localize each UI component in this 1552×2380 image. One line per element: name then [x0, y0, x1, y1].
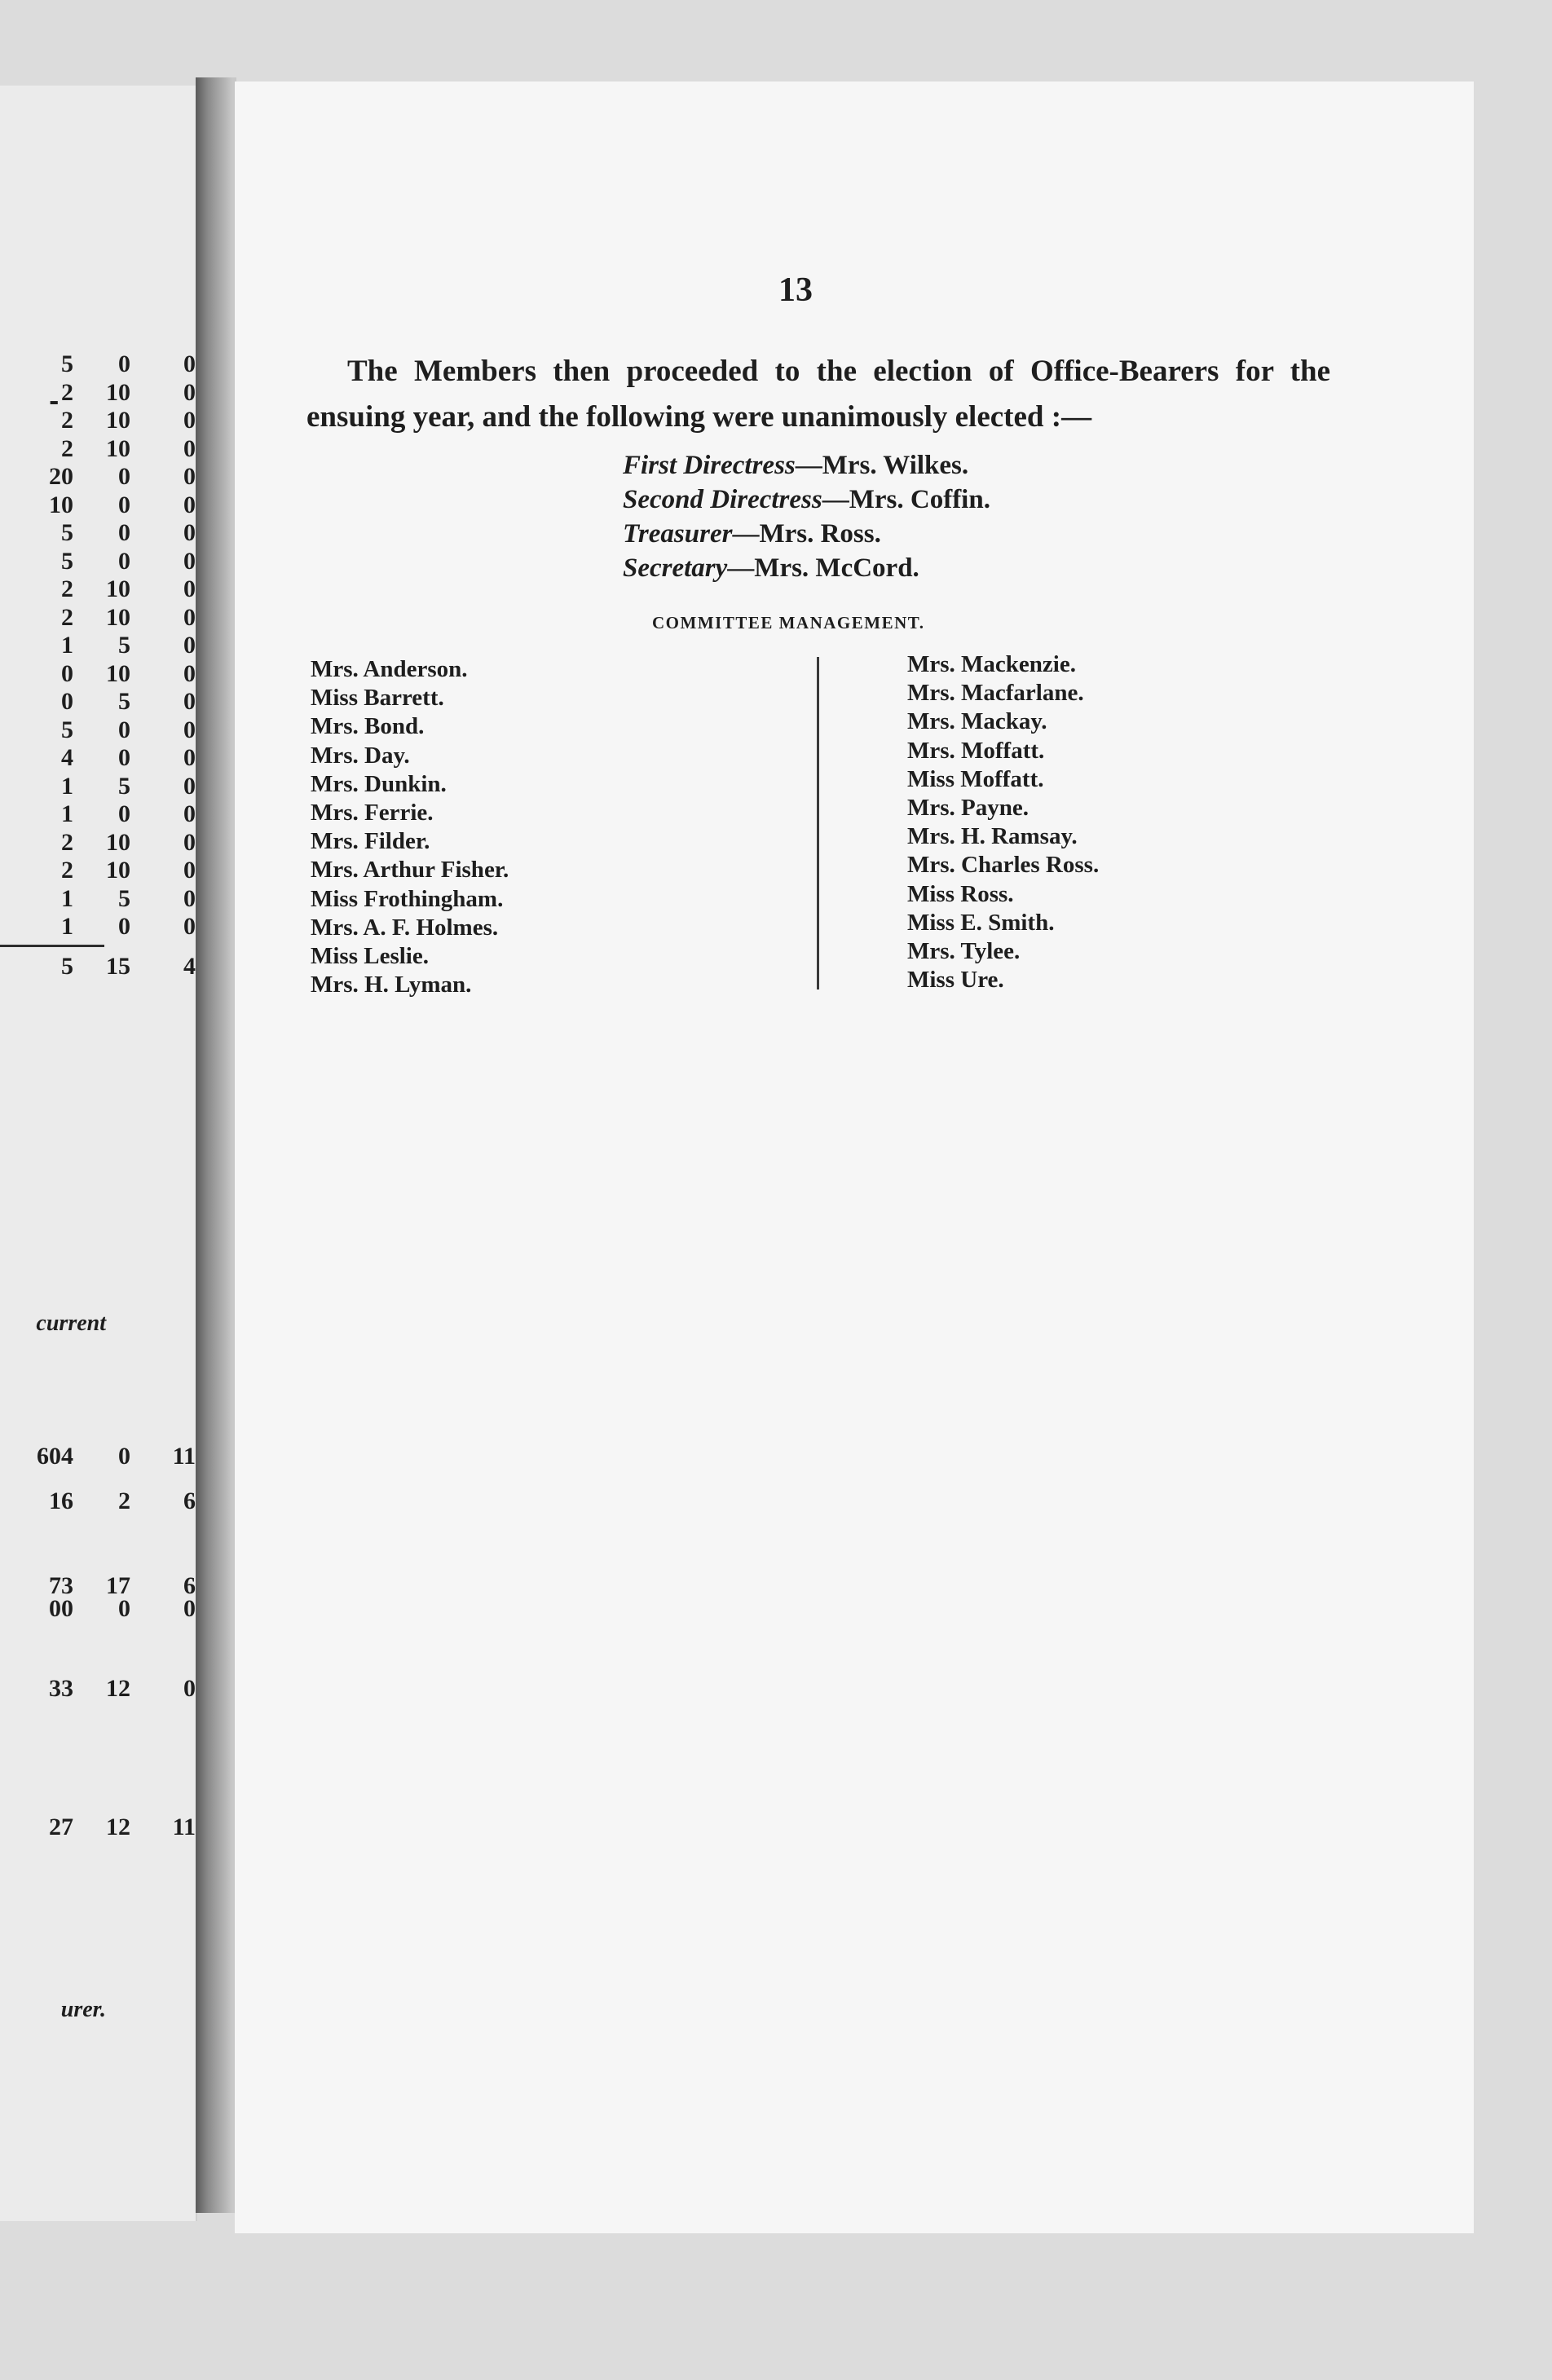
amount-cell: 0 — [61, 688, 73, 715]
amount-cell: 10 — [106, 659, 130, 687]
committee-member: Mrs. H. Lyman. — [311, 972, 472, 998]
officer-role: First Directress — [623, 451, 796, 480]
committee-member: Mrs. A. F. Holmes. — [311, 914, 499, 941]
officer-name: —Mrs. Coffin. — [822, 485, 990, 514]
committee-member: Mrs. Mackay. — [907, 708, 1047, 735]
amount-cell: 10 — [106, 575, 130, 602]
amount-cell: 0 — [118, 1443, 130, 1470]
amount-cell: 11 — [172, 1443, 196, 1470]
amount-cell: 4 — [61, 744, 73, 771]
amount-cell: 5 — [118, 772, 130, 800]
amount-cell: 0 — [183, 716, 196, 743]
committee-member: Miss Barrett. — [311, 685, 444, 712]
amount-cell: 10 — [106, 434, 130, 462]
amount-cell: 0 — [118, 491, 130, 518]
amount-cell: 0 — [183, 884, 196, 912]
amount-cell: 0 — [183, 491, 196, 518]
amount-cell: 5 — [118, 632, 130, 659]
amount-row — [0, 913, 196, 945]
amount-row — [0, 1675, 196, 1708]
amount-cell: 5 — [61, 350, 73, 377]
amount-cell: 0 — [183, 350, 196, 377]
column-divider — [817, 657, 819, 989]
amount-cell: 2 — [61, 828, 73, 856]
committee-member: Mrs. Charles Ross. — [907, 852, 1100, 879]
committee-heading: COMMITTEE MANAGEMENT. — [652, 613, 925, 632]
committee-list-left — [311, 655, 571, 999]
amount-cell: 1 — [61, 772, 73, 800]
officer-name: —Mrs. Wilkes. — [795, 451, 969, 480]
amount-cell: 10 — [49, 491, 73, 518]
amount-cell: 0 — [118, 800, 130, 827]
amount-cell: 1 — [61, 913, 73, 940]
total-rule — [0, 945, 104, 947]
amount-cell: 5 — [118, 884, 130, 912]
officer-treasurer — [623, 517, 1193, 551]
amount-cell: 0 — [183, 407, 196, 434]
amount-cell: 0 — [183, 828, 196, 856]
amount-cell: 2 — [61, 407, 73, 434]
amount-cell: 0 — [183, 772, 196, 800]
amount-cell: 5 — [61, 519, 73, 546]
amount-cell: 0 — [183, 913, 196, 940]
committee-member: Mrs. H. Ramsay. — [907, 823, 1078, 850]
amount-cell: 4 — [183, 952, 196, 980]
officer-first-directress — [623, 448, 1193, 483]
amount-cell: 5 — [61, 952, 73, 980]
amount-cell: 2 — [61, 603, 73, 631]
amount-cell: 17 — [106, 1572, 130, 1599]
amount-cell: 1 — [61, 632, 73, 659]
officer-name: —Mrs. Ross. — [732, 519, 881, 549]
amount-cell: 0 — [183, 800, 196, 827]
amount-cell: 5 — [61, 547, 73, 575]
amount-cell: 10 — [106, 857, 130, 884]
officer-second-directress — [623, 483, 1193, 517]
committee-member: Mrs. Macfarlane. — [907, 680, 1084, 707]
amount-cell: 12 — [106, 1675, 130, 1702]
committee-member: Miss Frothingham. — [311, 885, 504, 912]
amount-cell: 0 — [183, 434, 196, 462]
amount-cell: 2 — [61, 575, 73, 602]
amount-cell: 0 — [183, 857, 196, 884]
amount-cell: 2 — [118, 1488, 130, 1514]
amount-cell: 0 — [183, 378, 196, 406]
amount-row — [0, 1443, 196, 1475]
left-page-dash: - — [49, 387, 60, 416]
committee-member: Mrs. Bond. — [311, 713, 425, 740]
amount-cell: 0 — [183, 519, 196, 546]
committee-list-right — [907, 650, 1168, 994]
committee-member: Mrs. Ferrie. — [311, 799, 434, 826]
amount-cell: 10 — [106, 378, 130, 406]
amount-cell: 0 — [118, 547, 130, 575]
total-row — [0, 953, 196, 985]
committee-member: Miss E. Smith. — [907, 909, 1055, 936]
amount-cell: 16 — [49, 1488, 73, 1514]
amount-cell: 2 — [61, 378, 73, 406]
amount-cell: 11 — [172, 1814, 196, 1840]
amount-cell: 33 — [49, 1675, 73, 1702]
committee-member: Mrs. Mackenzie. — [907, 651, 1076, 677]
amount-cell: 0 — [61, 659, 73, 687]
amount-cell: 1 — [61, 884, 73, 912]
committee-member: Miss Leslie. — [311, 942, 429, 969]
committee-member: Mrs. Anderson. — [311, 656, 468, 682]
committee-member: Mrs. Arthur Fisher. — [311, 857, 509, 884]
committee-member: Mrs. Payne. — [907, 794, 1029, 821]
amount-cell: 0 — [183, 1675, 196, 1702]
amount-cell: 10 — [106, 828, 130, 856]
amount-cell: 0 — [183, 463, 196, 490]
committee-member: Miss Ross. — [907, 880, 1014, 907]
amount-cell: 0 — [118, 463, 130, 490]
officer-name: —Mrs. McCord. — [727, 553, 919, 583]
book-gutter — [196, 77, 236, 2213]
officer-role: Second Directress — [623, 485, 822, 514]
amount-cell: 0 — [118, 1595, 130, 1622]
amount-cell: 1 — [61, 800, 73, 827]
amount-row — [0, 1814, 196, 1846]
intro-paragraph: The Members then proceeded to the election of Office-Bearers for the ensuing year, and the following were unanimously elected :— — [306, 355, 1330, 434]
amount-cell: 0 — [183, 547, 196, 575]
amount-cell: 5 — [61, 716, 73, 743]
amount-cell: 0 — [118, 744, 130, 771]
committee-member: Mrs. Tylee. — [907, 937, 1021, 964]
officer-role: Secretary — [623, 553, 728, 583]
amount-cell: 0 — [118, 350, 130, 377]
page-number: 13 — [778, 271, 813, 309]
committee-member: Mrs. Dunkin. — [311, 770, 447, 797]
amount-row — [0, 1595, 196, 1628]
amount-cell: 2 — [61, 434, 73, 462]
signature-label: urer. — [60, 1997, 106, 2022]
amount-cell: 604 — [37, 1443, 73, 1470]
amount-cell: 0 — [118, 716, 130, 743]
amount-cell: 0 — [183, 688, 196, 715]
committee-member: Mrs. Moffatt. — [907, 737, 1045, 764]
amount-cell: 0 — [183, 1595, 196, 1622]
amount-cell: 6 — [183, 1572, 196, 1599]
officer-role: Treasurer — [623, 519, 733, 549]
amount-cell: 10 — [106, 407, 130, 434]
amount-cell: 0 — [183, 659, 196, 687]
amount-cell: 10 — [106, 603, 130, 631]
amount-cell: 00 — [49, 1595, 73, 1622]
amount-cell: 15 — [106, 952, 130, 980]
left-page-edge — [0, 86, 197, 2221]
amount-cell: 2 — [61, 857, 73, 884]
officers-list — [623, 448, 1193, 585]
amount-cell: 0 — [183, 744, 196, 771]
amount-cell: 0 — [183, 603, 196, 631]
amount-cell: 0 — [183, 632, 196, 659]
committee-member: Mrs. Day. — [311, 742, 410, 769]
amount-cell: 6 — [183, 1488, 196, 1514]
amount-cell: 27 — [49, 1814, 73, 1840]
amount-cell: 20 — [49, 463, 73, 490]
officer-secretary — [623, 551, 1193, 585]
amount-cell: 5 — [118, 688, 130, 715]
amount-row — [0, 1488, 196, 1520]
amount-cell: 0 — [118, 913, 130, 940]
committee-member: Miss Moffatt. — [907, 765, 1044, 792]
committee-member: Mrs. Filder. — [311, 828, 430, 855]
amount-cell: 73 — [49, 1572, 73, 1599]
amount-cell: 0 — [183, 575, 196, 602]
committee-member: Miss Ure. — [907, 967, 1004, 994]
amount-cell: 0 — [118, 519, 130, 546]
amount-cell: 12 — [106, 1814, 130, 1840]
current-label: current — [36, 1311, 106, 1336]
